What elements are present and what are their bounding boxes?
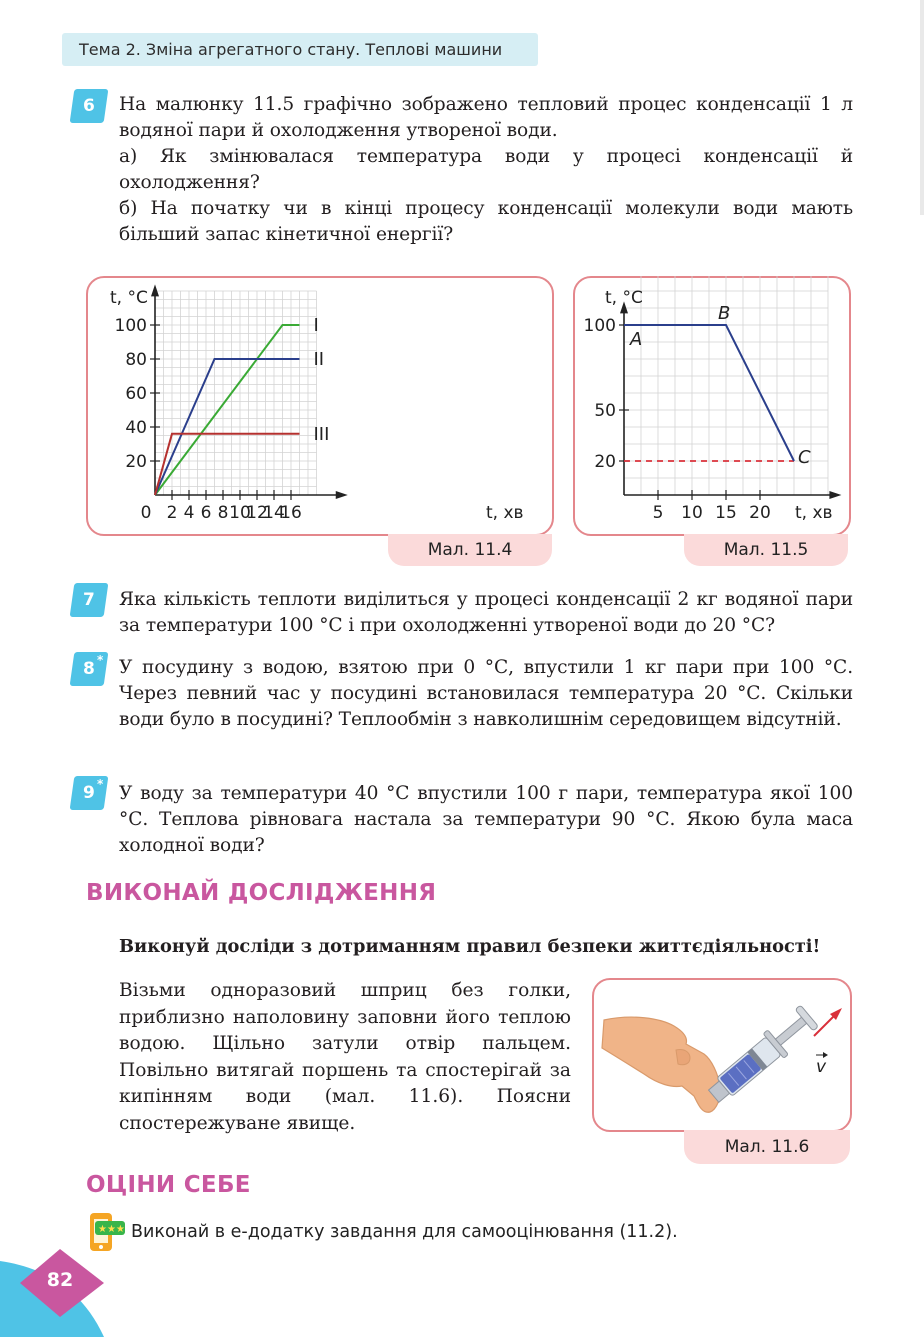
topic-header [62,33,538,66]
y-axis-label: t, °С [110,288,148,308]
point-label: C [798,447,811,468]
question-line: а) Як змінювалася температура води у процесі конденсації й охолодження? [119,146,853,193]
question-line: На малюнку 11.5 графічно зображено тепловий процес конденсації 1 л водяної пари й охолодження утвореної води. [119,94,853,141]
figure-11-5-frame [573,276,851,536]
y-axis-label: t, °С [605,288,643,308]
x-axis-arrow [829,491,841,499]
svg-text:★★★: ★★★ [98,1224,125,1235]
y-tick-label: 50 [594,401,616,421]
question-text [119,587,853,639]
series-label: III [313,423,330,445]
question-line: У посудину з водою, взятою при 0 °С, впустили 1 кг пари при 100 °С. Через певний час у посудині встановилася температура 20 °С. Скільки води було в посудині? Теплообмін з навколишнім середовищем відсутній. [119,657,853,730]
hand-illustration [602,1017,720,1112]
point-label: A [630,329,643,350]
page-edge [920,0,924,215]
x-axis-label: t, хв [486,503,524,523]
point-label: B [718,303,731,324]
y-tick-label: 60 [125,384,147,404]
x-tick-label: 14 [263,503,285,523]
x-tick-label: 2 [166,503,178,523]
figure-11-4-frame [86,276,554,536]
x-tick-label: 15 [715,503,737,523]
x-tick-label: 6 [200,503,212,523]
chart-11-5 [573,276,847,532]
figure-caption [684,534,848,566]
page-corner [0,1245,110,1341]
x-tick-label: 12 [246,503,268,523]
question-number-badge [70,89,109,123]
topic-title: Тема 2. Зміна агрегатного стану. Теплові машини [79,40,503,59]
x-tick-label: 4 [183,503,195,523]
x-tick-label: 16 [280,503,302,523]
question-number: 7 [83,590,95,610]
series-label: II [313,349,325,370]
page-number: 82 [46,1269,74,1291]
self-check-title: ОЦІНИ СЕБЕ [86,1172,251,1198]
star-mark: * [97,777,104,791]
question-line: Яка кількість теплоти виділиться у процесі конденсації 2 кг водяної пари за температури 100 °С і при охолодженні утвореної води до 20 °С? [119,589,853,636]
y-tick-label: 100 [583,316,616,336]
x-axis-label: t, хв [795,503,833,523]
y-tick-label: 20 [125,452,147,472]
question-line: б) На початку чи в кінці процесу конденсації молекули води мають більший запас кінетичної енергії? [119,198,853,245]
figure-caption [684,1130,850,1164]
y-tick-label: 20 [594,452,616,472]
x-axis-arrow [336,491,348,499]
caption-text: Мал. 11.4 [427,540,513,560]
x-tick-label: 8 [217,503,229,523]
y-tick-label: 100 [114,316,147,336]
question-number-badge [70,583,109,617]
x-tick-label: 0 [140,503,152,523]
syringe-illustration [592,978,848,1128]
y-axis-arrow [151,284,159,296]
x-tick-label: 20 [749,503,771,523]
y-tick-label: 80 [125,350,147,370]
x-tick-label: 5 [652,503,664,523]
chart-11-4 [86,276,550,532]
question-number-badge [70,776,109,810]
question-text [119,655,853,733]
question-number: 6 [83,96,95,116]
question-number-badge [70,652,109,686]
question-number: 8 [83,659,95,679]
self-check-text: Виконай в е-додатку завдання для самооцінювання (11.2). [131,1222,678,1242]
x-tick-label: 10 [681,503,703,523]
caption-text: Мал. 11.6 [724,1137,810,1157]
star-mark: * [97,653,104,667]
safety-warning: Виконуй досліди з дотриманням правил безпеки життєдіяльності! [119,936,821,957]
series-label: I [313,315,319,336]
caption-text: Мал. 11.5 [723,540,809,560]
velocity-label: v [816,1057,827,1077]
x-tick-label: 10 [229,503,251,523]
figure-11-6-frame [592,978,852,1132]
question-line: У воду за температури 40 °С впустили 100 г пари, температура якої 100 °С. Теплова рівновага настала за температури 90 °С. Якою була маса холодної води? [119,783,853,856]
question-number: 9 [83,783,95,803]
syringe [703,1004,819,1109]
research-section-title: ВИКОНАЙ ДОСЛІДЖЕННЯ [86,880,437,906]
y-tick-label: 40 [125,418,147,438]
question-text [119,92,853,248]
question-text [119,781,853,859]
figure-caption [388,534,552,566]
research-text: Візьми одноразовий шприц без голки, приблизно наполовину заповни його теплою водою. Щільно затули отвір пальцем. Повільно витягай поршень та спостерігай за кипінням води (мал. 11.6). Поясни спостережуване явище. [119,980,571,1134]
